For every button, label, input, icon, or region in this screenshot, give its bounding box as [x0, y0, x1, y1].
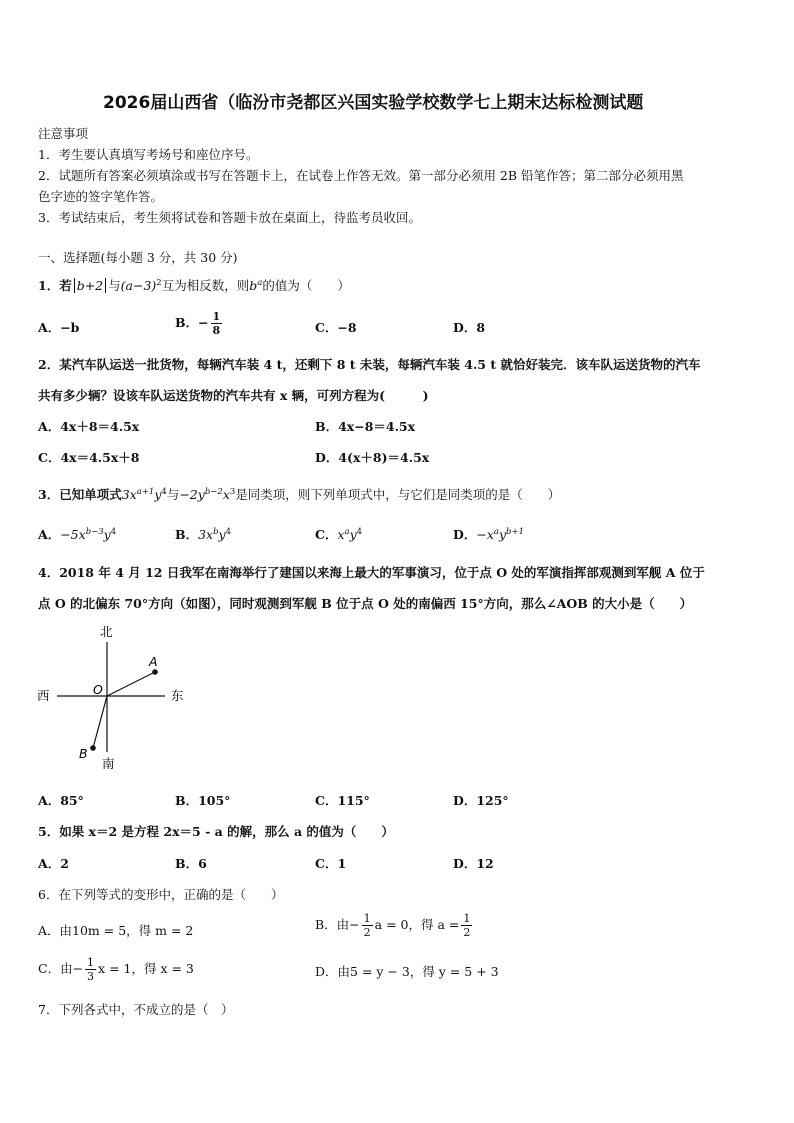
q6-option-c[interactable]: C．由− $\frac{1}{3}$ x = 1，得 x = 3	[38, 956, 194, 983]
q6-option-b[interactable]: B．由− $\frac{1}{2}$ a = 0，得 a = $\frac{1}{2}$	[315, 912, 471, 939]
label-point-b: B	[79, 746, 88, 761]
q1-option-b-prefix: B．−	[175, 315, 209, 330]
question-7: 7．下列各式中，不成立的是（ ）	[38, 1002, 234, 1017]
ray-ob	[93, 696, 107, 748]
q4-option-d[interactable]: D．125°	[453, 793, 509, 808]
q3-monomial-1: 3x	[121, 487, 137, 502]
q3-option-b[interactable]: B．$3x^by^4$	[175, 526, 232, 542]
question-2-line2: 共有多少辆？设该车队运送货物的汽车共有 x 辆，可列方程为( )	[38, 388, 429, 403]
q4-option-b[interactable]: B．105°	[175, 793, 231, 808]
ray-oa	[107, 672, 155, 696]
q3-post: 是同类项，则下列单项式中，与它们是同类项的是（ ）	[235, 487, 561, 502]
point-b-dot	[90, 745, 96, 751]
q2-option-a[interactable]: A．4x＋8＝4.5x	[38, 419, 140, 434]
q6-option-d[interactable]: D．由5 = y − 3，得 y = 5 + 3	[315, 964, 499, 979]
q2-option-c[interactable]: C．4x＝4.5x＋8	[38, 450, 140, 465]
notice-heading: 注意事项	[38, 126, 89, 141]
q5-option-b[interactable]: B．6	[175, 856, 207, 871]
question-6: 6．在下列等式的变形中，正确的是（ ）	[38, 887, 284, 902]
label-west: 西	[37, 688, 50, 703]
notice-item: 1．考生要认真填写考场号和座位序号。	[38, 147, 259, 162]
label-origin: O	[93, 682, 103, 697]
q6-option-a[interactable]: A．由10m = 5，得 m = 2	[38, 923, 194, 938]
question-2-line1: 2．某汽车队运送一批货物，每辆汽车装 4 t，还剩下 8 t 未装，每辆汽车装 4.5 t 就恰好装完．该车队运送货物的汽车	[38, 357, 701, 372]
label-east: 东	[171, 688, 184, 703]
q3-monomial-2: −2y	[179, 487, 205, 502]
q2-option-d[interactable]: D．4(x＋8)＝4.5x	[315, 450, 430, 465]
q4-option-a[interactable]: A．85°	[38, 793, 84, 808]
section-heading: 一、选择题(每小题 3 分，共 30 分)	[38, 250, 238, 265]
q1-option-a[interactable]: A．−b	[38, 320, 80, 335]
q1-option-b[interactable]	[175, 310, 224, 337]
question-4-line2: 点 O 的北偏东 70°方向（如图），同时观测到军舰 B 位于点 O 处的南偏西 15°方向，那么∠AOB 的大小是（ ）	[38, 596, 693, 611]
q1-square: (a−3)	[120, 278, 157, 293]
q1-post: 互为相反数，则	[161, 278, 250, 293]
q3-option-a[interactable]: A．$-5x^{b-3}y^4$	[38, 526, 117, 542]
q5-option-a[interactable]: A．2	[38, 856, 69, 871]
question-3: 3．已知单项式$3x^{a+1}y^4$与$-2y^{b-2}x^3$是同类项，则下列单项式中，与它们是同类项的是（ ）	[38, 486, 561, 502]
q3-mid: 与	[166, 487, 180, 502]
q2-option-b[interactable]: B．4x−8＝4.5x	[315, 419, 416, 434]
q1-option-b-fraction: $\frac{1}{8}$	[212, 310, 221, 337]
label-point-a: A	[149, 654, 158, 669]
point-a-dot	[152, 669, 158, 675]
q1-abs: b+2	[74, 278, 106, 293]
q3-option-c[interactable]: C．$x^ay^4$	[315, 526, 363, 542]
q1-option-c[interactable]: C．−8	[315, 320, 357, 335]
question-4-line1: 4．2018 年 4 月 12 日我军在南海举行了建国以来海上最大的军事演习，位于点 O 处的军演指挥部观测到军舰 A 位于	[38, 565, 705, 580]
label-south: 南	[102, 756, 115, 771]
q1-power: b	[249, 278, 258, 293]
label-north: 北	[100, 624, 113, 639]
q5-option-d[interactable]: D．12	[453, 856, 494, 871]
notice-item: 色字迹的签字笔作答。	[38, 189, 164, 204]
q1-option-d[interactable]: D．8	[453, 320, 486, 335]
compass-diagram	[35, 622, 195, 774]
q3-prefix: 3．已知单项式	[38, 487, 122, 502]
q1-prefix: 1．若	[38, 278, 72, 293]
q4-option-c[interactable]: C．115°	[315, 793, 370, 808]
q3-option-d[interactable]: D．$-x^ay^{b+1}$	[453, 526, 524, 542]
q5-option-c[interactable]: C．1	[315, 856, 347, 871]
q1-post2: 的值为（ ）	[262, 278, 350, 293]
page-title: 2026届山西省（临汾市尧都区兴国实验学校数学七上期末达标检测试题	[103, 93, 644, 113]
notice-item: 2．试题所有答案必须填涂或书写在答题卡上，在试卷上作答无效。第一部分必须用 2B 铅笔作答；第二部分必须用黑	[38, 168, 684, 183]
notice-item: 3．考试结束后，考生须将试卷和答题卡放在桌面上，待监考员收回。	[38, 210, 421, 225]
q1-mid: 与	[108, 278, 121, 293]
question-5: 5．如果 x＝2 是方程 2x＝5 - a 的解，那么 a 的值为（ ）	[38, 824, 394, 839]
question-1: 1．若 b+2 与$(a-3)^2$互为相反数，则$b^a$的值为（ ）	[38, 277, 350, 293]
